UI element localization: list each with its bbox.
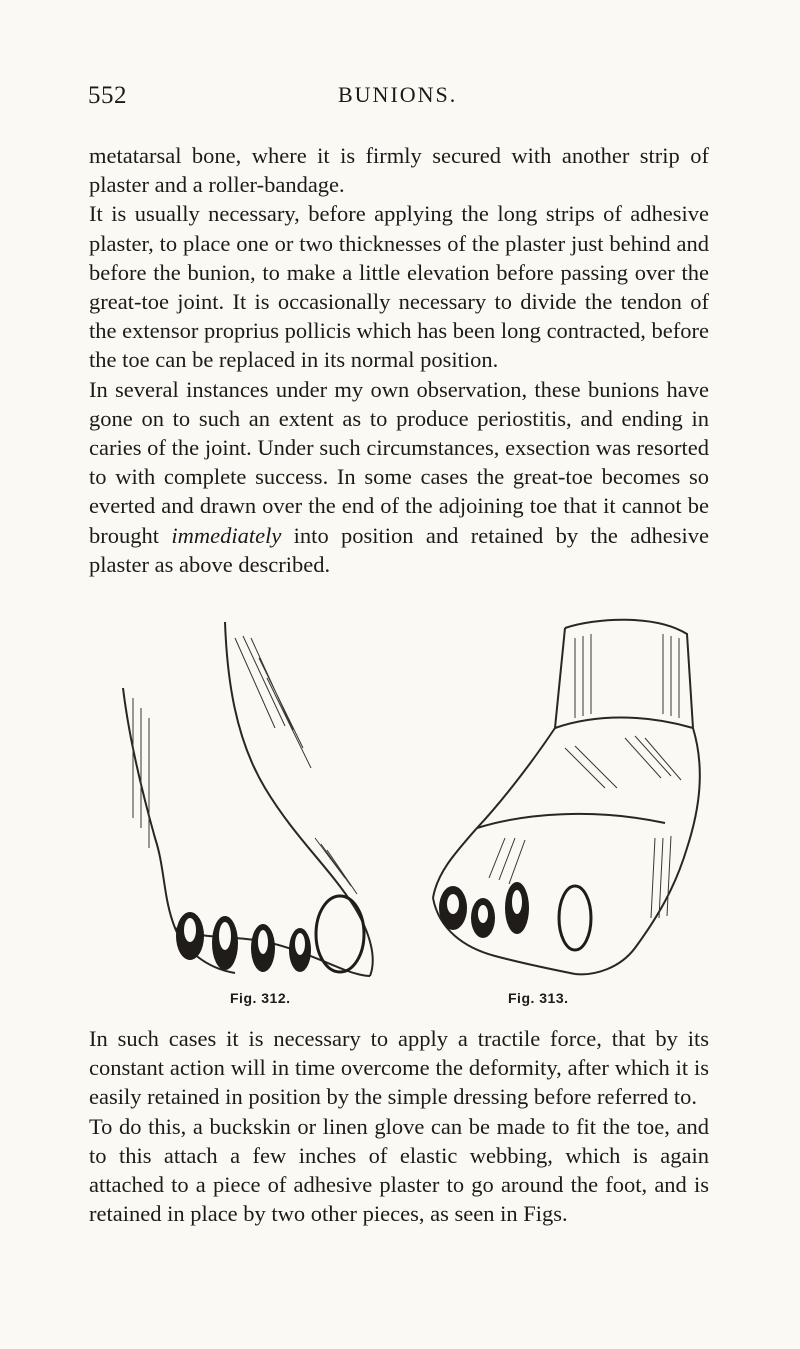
- paragraph-2: It is usually necessary, before applying the long strips of adhesive plaster, to place one or two thicknesses of the plaster just behind and before the bunion, to make a little elevation before passing over the great-toe joint. It is occasionally necessary to divide the tendon of the extensor proprius pollicis which has been long contracted, before the toe can be replaced in its normal position.: [89, 201, 709, 373]
- paragraph-3-part-1: In several instances under my own observation, these bunions have gone on to such an extent as to produce periostitis, and ending in caries of the joint. Under such circumstances, exsection was resorted to with complete success. In some cases the great-toe becomes so everted and drawn over the end of the adjoining toe that it cannot be brought: [89, 376, 709, 548]
- body-text-bottom: [89, 1024, 709, 1228]
- figure-caption-312: Fig. 312.: [230, 990, 291, 1006]
- page-header: [88, 82, 708, 122]
- paragraph-4: In such cases it is necessary to apply a tractile force, that by its constant action will in time overcome the deformity, after which it is easily retained in position by the simple dressing before referred to.: [89, 1026, 709, 1110]
- paragraph-5: To do this, a buckskin or linen glove can be made to fit the toe, and to this attach a few inches of elastic webbing, which is again attached to a piece of adhesive plaster to go around the foot, and is retained in place by two other pieces, as seen in Figs.: [89, 1113, 709, 1227]
- foot-illustration-313: [425, 618, 715, 988]
- body-text-top: [89, 141, 709, 579]
- foot-illustration-312: [115, 618, 385, 988]
- paragraph-1: metatarsal bone, where it is firmly secured with another strip of plaster and a roller-bandage.: [89, 143, 709, 198]
- figure-caption-313: Fig. 313.: [508, 990, 569, 1006]
- emphasis-immediately: immediately: [171, 522, 282, 548]
- running-head: BUNIONS.: [338, 82, 458, 107]
- page-number: 552: [88, 82, 127, 109]
- figures: [115, 618, 715, 1018]
- paragraph-3-part-2: into position and retained by the adhesive plaster as above described.: [89, 522, 709, 577]
- paragraph-3: [89, 375, 709, 579]
